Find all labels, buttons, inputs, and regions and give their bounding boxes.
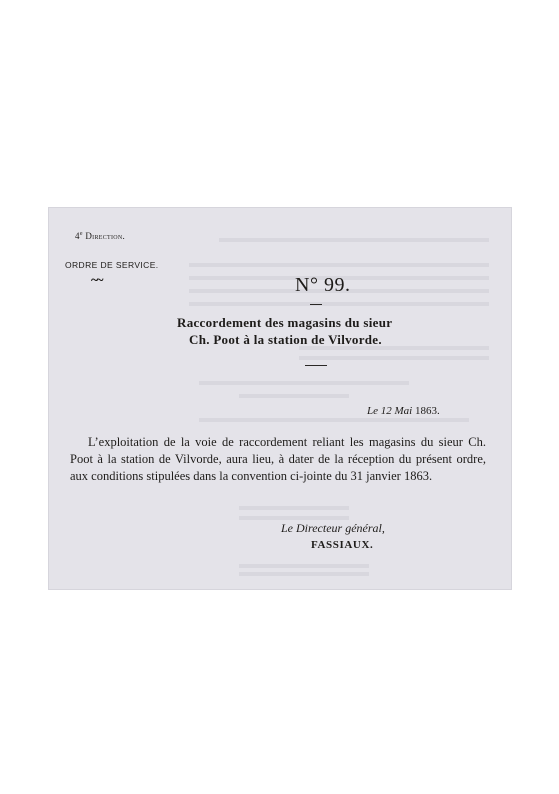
date-year: 1863. bbox=[414, 405, 440, 417]
divider-short bbox=[310, 304, 322, 305]
divider-long bbox=[305, 365, 327, 366]
document-date bbox=[367, 405, 440, 417]
signatory-name: FASSIAUX. bbox=[311, 539, 374, 551]
direction-label bbox=[75, 231, 125, 241]
signoff-title: Le Directeur général, bbox=[281, 521, 385, 535]
ordre-de-service-label: ORDRE DE SERVICE. bbox=[65, 260, 159, 270]
direction-suffix: e bbox=[79, 231, 83, 237]
body-paragraph: L’exploitation de la voie de raccordement reliant les magasins du sieur Ch. Poot à la station de Vilvorde, aura lieu, à dater de la réception du présent ordre, aux conditions stipulées dans la convention ci-jointe du 31 janvier 1863. bbox=[70, 435, 486, 483]
title-line-2: Ch. Poot à la station de Vilvorde. bbox=[189, 332, 382, 347]
ornament-flourish: ~~ bbox=[91, 273, 102, 288]
direction-text: Direction. bbox=[85, 231, 126, 241]
direction-number: 4 bbox=[75, 231, 80, 241]
title-line-1: Raccordement des magasins du sieur bbox=[177, 315, 393, 330]
date-prefix: Le bbox=[367, 405, 378, 417]
order-number: N° 99. bbox=[295, 274, 351, 296]
document-page bbox=[48, 207, 512, 590]
date-day-month: 12 Mai bbox=[380, 405, 413, 417]
